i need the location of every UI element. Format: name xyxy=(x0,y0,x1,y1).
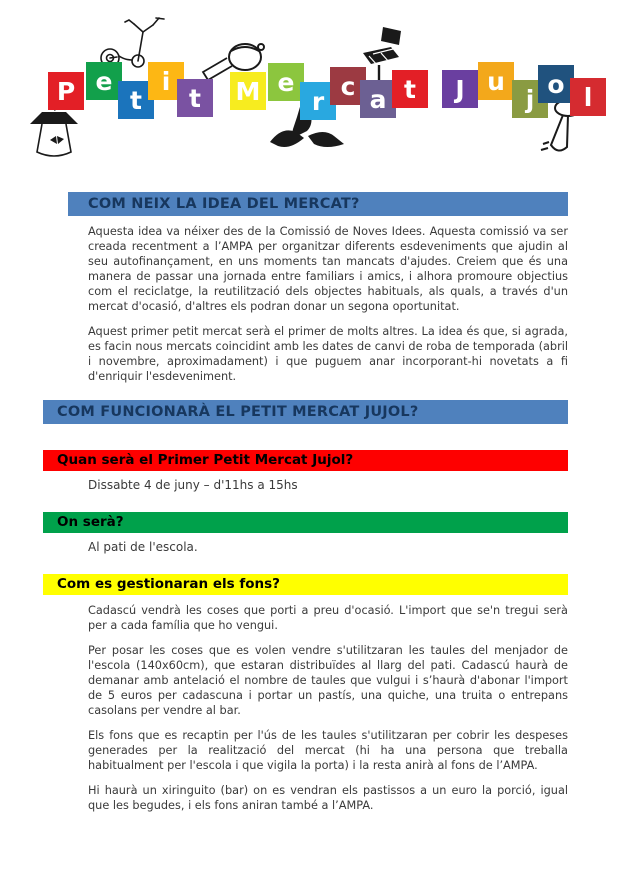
logo xyxy=(0,0,625,180)
fons-paragraph-1: Cadascú vendrà les coses que porti a preu d'ocasió. L'import que se'n tregui serà per a cada família que ho vengui. xyxy=(88,604,568,632)
subsection-header-on xyxy=(43,512,568,533)
fons-paragraph-2: Per posar les coses que es volen vendre s'utilitzaran les taules del menjador de l'escola (140x60cm), que estaran distribuïdes al llarg del pati. Cadascú haurà de demanar amb antelació el nombre de taules que vulgui i s’haurà d'abonar l'import de 5 euros per cadascuna i portar un pastís, una quiche, una truita o entrepans casolans per vendre al bar. xyxy=(88,644,568,717)
section-header-funcionara xyxy=(43,400,568,424)
subsection-header-on-label: On serà? xyxy=(57,514,124,530)
title-tile-mercat-0: M xyxy=(230,72,266,110)
title-tile-mercat-2: r xyxy=(300,82,336,120)
section-header-idea-label: COM NEIX LA IDEA DEL MERCAT? xyxy=(88,196,360,212)
title-tile-petit-2: t xyxy=(118,81,154,119)
fons-paragraph-4: Hi haurà un xiringuito (bar) on es vendran els pastissos a un euro la porció, igual que les begudes, i els fons aniran també a l’AMPA. xyxy=(88,784,568,812)
subsection-header-quan xyxy=(43,450,568,471)
section-header-idea xyxy=(68,192,568,216)
title-tile-mercat-4: a xyxy=(360,80,396,118)
idea-paragraph-2: Aquest primer petit mercat serà el primer de molts altres. La idea és que, si agrada, es facin nous mercats coincidint amb les dates de canvi de roba de temporada (abril i novembre, aproximadament) i que puguem anar incorporant-hi novetats a fi d'enriquir l'esdeveniment. xyxy=(88,325,568,383)
subsection-header-fons xyxy=(43,574,568,595)
title-tile-petit-3: i xyxy=(148,62,184,100)
quan-answer: Dissabte 4 de juny – d'11hs a 15hs xyxy=(88,478,298,492)
subsection-header-quan-label: Quan serà el Primer Petit Mercat Jujol? xyxy=(57,452,354,468)
title-tile-mercat-3: c xyxy=(330,67,366,105)
title-tile-petit-4: t xyxy=(177,79,213,117)
title-tile-petit-0: P xyxy=(48,72,84,110)
title-tile-petit-1: e xyxy=(86,62,122,100)
title-tile-mercat-1: e xyxy=(268,63,304,101)
on-answer: Al pati de l'escola. xyxy=(88,540,198,554)
title-tile-mercat-5: t xyxy=(392,70,428,108)
fons-paragraph-3: Els fons que es recaptin per l'ús de les taules s'utilitzaran per cobrir les despeses generades per la realització del mercat (hi ha una persona que treballa habitualment per l'escola i que vigila la porta) i la resta anirà al fons de l’AMPA. xyxy=(88,729,568,772)
title-tile-jujol-2: j xyxy=(512,80,548,118)
title-tile-jujol-0: J xyxy=(442,70,478,108)
title-tile-jujol-4: l xyxy=(570,78,606,116)
section-header-funcionara-label: COM FUNCIONARÀ EL PETIT MERCAT JUJOL? xyxy=(57,404,419,420)
title-tile-jujol-3: o xyxy=(538,65,574,103)
title-tile-jujol-1: u xyxy=(478,62,514,100)
idea-paragraph-1: Aquesta idea va néixer des de la Comissió de Noves Idees. Aquesta comissió va ser creada recentment a l’AMPA per organitzar diferents esdeveniments que ajudin al seu autofinançament, en uns moments tan mancats d'ajudes. Creiem que és una manera de passar una jornada entre familiars i amics, i alhora promoure objectius com el reciclatge, la reutilització dels objectes habituals, als quals, a través d'un mercat d'ocasió, d'altres els podran donar un segona oportunitat. xyxy=(88,225,568,313)
subsection-header-fons-label: Com es gestionaran els fons? xyxy=(57,576,280,592)
